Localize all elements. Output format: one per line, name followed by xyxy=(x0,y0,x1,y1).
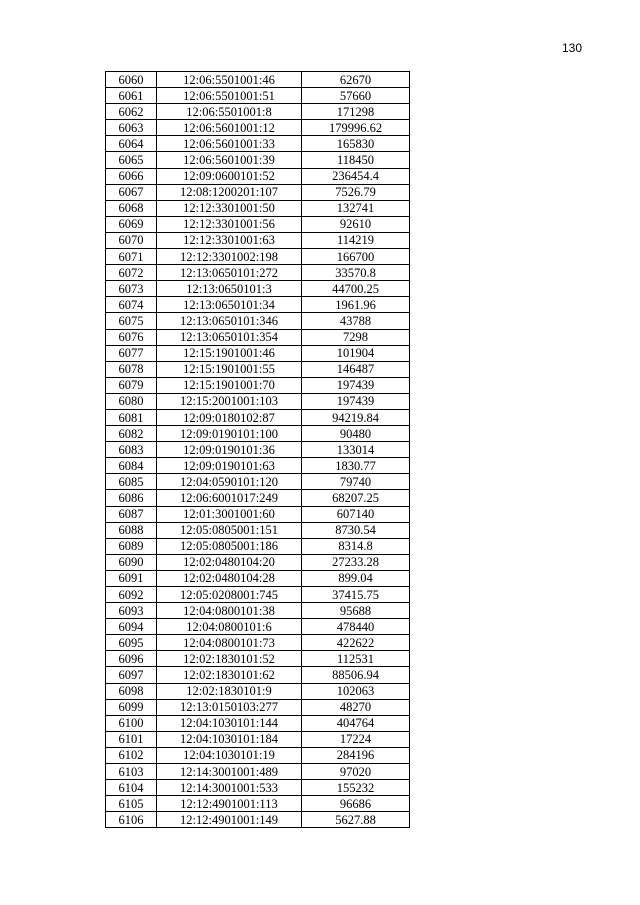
value-cell: 44700.25 xyxy=(302,281,410,297)
cadastral-number-cell: 12:02:0480104:28 xyxy=(157,570,302,586)
value-cell: 899.04 xyxy=(302,570,410,586)
row-number-cell: 6096 xyxy=(106,651,157,667)
table-row xyxy=(106,474,410,490)
cadastral-number-cell: 12:12:3301002:198 xyxy=(157,249,302,265)
table-row xyxy=(106,136,410,152)
table-row xyxy=(106,345,410,361)
table-row xyxy=(106,216,410,232)
value-cell: 404764 xyxy=(302,715,410,731)
table-row xyxy=(106,458,410,474)
table-row xyxy=(106,603,410,619)
value-cell: 102063 xyxy=(302,683,410,699)
row-number-cell: 6075 xyxy=(106,313,157,329)
value-cell: 171298 xyxy=(302,104,410,120)
row-number-cell: 6092 xyxy=(106,587,157,603)
table-row xyxy=(106,184,410,200)
table-row xyxy=(106,200,410,216)
cadastral-number-cell: 12:02:1830101:9 xyxy=(157,683,302,699)
value-cell: 68207.25 xyxy=(302,490,410,506)
cadastral-number-cell: 12:09:0190101:36 xyxy=(157,442,302,458)
row-number-cell: 6104 xyxy=(106,780,157,796)
cadastral-number-cell: 12:09:0180102:87 xyxy=(157,409,302,425)
cadastral-number-cell: 12:04:1030101:184 xyxy=(157,731,302,747)
row-number-cell: 6090 xyxy=(106,554,157,570)
row-number-cell: 6064 xyxy=(106,136,157,152)
table-row xyxy=(106,796,410,812)
table-row xyxy=(106,72,410,88)
row-number-cell: 6089 xyxy=(106,538,157,554)
table-row xyxy=(106,490,410,506)
table-row xyxy=(106,393,410,409)
cadastral-number-cell: 12:02:1830101:62 xyxy=(157,667,302,683)
table-row xyxy=(106,764,410,780)
table-row xyxy=(106,667,410,683)
cadastral-number-cell: 12:06:5601001:12 xyxy=(157,120,302,136)
row-number-cell: 6081 xyxy=(106,409,157,425)
cadastral-number-cell: 12:05:0805001:151 xyxy=(157,522,302,538)
table-row xyxy=(106,554,410,570)
value-cell: 27233.28 xyxy=(302,554,410,570)
row-number-cell: 6095 xyxy=(106,635,157,651)
row-number-cell: 6070 xyxy=(106,232,157,248)
value-cell: 17224 xyxy=(302,731,410,747)
value-cell: 7298 xyxy=(302,329,410,345)
value-cell: 94219.84 xyxy=(302,409,410,425)
table-row xyxy=(106,747,410,763)
value-cell: 155232 xyxy=(302,780,410,796)
table-row xyxy=(106,426,410,442)
value-cell: 57660 xyxy=(302,88,410,104)
value-cell: 43788 xyxy=(302,313,410,329)
value-cell: 166700 xyxy=(302,249,410,265)
value-cell: 62670 xyxy=(302,72,410,88)
table-row xyxy=(106,812,410,828)
value-cell: 101904 xyxy=(302,345,410,361)
value-cell: 1961.96 xyxy=(302,297,410,313)
cadastral-number-cell: 12:12:3301001:63 xyxy=(157,232,302,248)
table-row xyxy=(106,265,410,281)
value-cell: 118450 xyxy=(302,152,410,168)
table-row xyxy=(106,297,410,313)
value-cell: 7526.79 xyxy=(302,184,410,200)
table-row xyxy=(106,522,410,538)
table-row xyxy=(106,651,410,667)
row-number-cell: 6093 xyxy=(106,603,157,619)
table-row xyxy=(106,120,410,136)
value-cell: 97020 xyxy=(302,764,410,780)
row-number-cell: 6068 xyxy=(106,200,157,216)
row-number-cell: 6088 xyxy=(106,522,157,538)
cadastral-number-cell: 12:09:0190101:63 xyxy=(157,458,302,474)
row-number-cell: 6067 xyxy=(106,184,157,200)
cadastral-number-cell: 12:06:5501001:46 xyxy=(157,72,302,88)
row-number-cell: 6082 xyxy=(106,426,157,442)
cadastral-number-cell: 12:04:1030101:144 xyxy=(157,715,302,731)
value-cell: 179996.62 xyxy=(302,120,410,136)
value-cell: 92610 xyxy=(302,216,410,232)
value-cell: 132741 xyxy=(302,200,410,216)
value-cell: 88506.94 xyxy=(302,667,410,683)
row-number-cell: 6077 xyxy=(106,345,157,361)
table-row xyxy=(106,232,410,248)
cadastral-number-cell: 12:02:1830101:52 xyxy=(157,651,302,667)
row-number-cell: 6103 xyxy=(106,764,157,780)
cadastral-number-cell: 12:13:0650101:272 xyxy=(157,265,302,281)
row-number-cell: 6106 xyxy=(106,812,157,828)
row-number-cell: 6101 xyxy=(106,731,157,747)
row-number-cell: 6102 xyxy=(106,747,157,763)
cadastral-number-cell: 12:05:0208001:745 xyxy=(157,587,302,603)
value-cell: 236454.4 xyxy=(302,168,410,184)
row-number-cell: 6085 xyxy=(106,474,157,490)
table-row xyxy=(106,168,410,184)
value-cell: 165830 xyxy=(302,136,410,152)
cadastral-number-cell: 12:14:3001001:489 xyxy=(157,764,302,780)
row-number-cell: 6060 xyxy=(106,72,157,88)
cadastral-number-cell: 12:14:3001001:533 xyxy=(157,780,302,796)
row-number-cell: 6066 xyxy=(106,168,157,184)
value-cell: 114219 xyxy=(302,232,410,248)
row-number-cell: 6105 xyxy=(106,796,157,812)
row-number-cell: 6061 xyxy=(106,88,157,104)
cadastral-number-cell: 12:12:3301001:50 xyxy=(157,200,302,216)
value-cell: 284196 xyxy=(302,747,410,763)
cadastral-number-cell: 12:04:0590101:120 xyxy=(157,474,302,490)
cadastral-number-cell: 12:15:1901001:46 xyxy=(157,345,302,361)
table-row xyxy=(106,635,410,651)
table-row xyxy=(106,442,410,458)
cadastral-number-cell: 12:04:0800101:6 xyxy=(157,619,302,635)
table-row xyxy=(106,506,410,522)
value-cell: 8314.8 xyxy=(302,538,410,554)
row-number-cell: 6072 xyxy=(106,265,157,281)
table-row xyxy=(106,104,410,120)
table-row xyxy=(106,699,410,715)
row-number-cell: 6098 xyxy=(106,683,157,699)
row-number-cell: 6083 xyxy=(106,442,157,458)
value-cell: 48270 xyxy=(302,699,410,715)
value-cell: 133014 xyxy=(302,442,410,458)
cadastral-number-cell: 12:02:0480104:20 xyxy=(157,554,302,570)
row-number-cell: 6086 xyxy=(106,490,157,506)
row-number-cell: 6084 xyxy=(106,458,157,474)
value-cell: 5627.88 xyxy=(302,812,410,828)
row-number-cell: 6097 xyxy=(106,667,157,683)
value-cell: 478440 xyxy=(302,619,410,635)
table-row xyxy=(106,88,410,104)
cadastral-number-cell: 12:12:4901001:113 xyxy=(157,796,302,812)
row-number-cell: 6071 xyxy=(106,249,157,265)
table-row xyxy=(106,152,410,168)
table-row xyxy=(106,570,410,586)
value-cell: 422622 xyxy=(302,635,410,651)
value-cell: 33570.8 xyxy=(302,265,410,281)
row-number-cell: 6076 xyxy=(106,329,157,345)
value-cell: 96686 xyxy=(302,796,410,812)
table-row xyxy=(106,683,410,699)
value-cell: 79740 xyxy=(302,474,410,490)
cadastral-number-cell: 12:09:0190101:100 xyxy=(157,426,302,442)
cadastral-number-cell: 12:15:1901001:70 xyxy=(157,377,302,393)
table-row xyxy=(106,249,410,265)
table-row xyxy=(106,313,410,329)
cadastral-number-cell: 12:15:2001001:103 xyxy=(157,393,302,409)
row-number-cell: 6100 xyxy=(106,715,157,731)
table-row xyxy=(106,409,410,425)
value-cell: 607140 xyxy=(302,506,410,522)
row-number-cell: 6087 xyxy=(106,506,157,522)
row-number-cell: 6065 xyxy=(106,152,157,168)
cadastral-number-cell: 12:13:0650101:346 xyxy=(157,313,302,329)
cadastral-number-cell: 12:08:1200201:107 xyxy=(157,184,302,200)
cadastral-number-cell: 12:09:0600101:52 xyxy=(157,168,302,184)
table-row xyxy=(106,361,410,377)
cadastral-number-cell: 12:13:0650101:3 xyxy=(157,281,302,297)
cadastral-number-cell: 12:12:3301001:56 xyxy=(157,216,302,232)
cadastral-number-cell: 12:06:5601001:39 xyxy=(157,152,302,168)
cadastral-number-cell: 12:04:1030101:19 xyxy=(157,747,302,763)
row-number-cell: 6079 xyxy=(106,377,157,393)
value-cell: 37415.75 xyxy=(302,587,410,603)
value-cell: 197439 xyxy=(302,393,410,409)
row-number-cell: 6062 xyxy=(106,104,157,120)
table-row xyxy=(106,715,410,731)
cadastral-number-cell: 12:06:5601001:33 xyxy=(157,136,302,152)
table-row xyxy=(106,587,410,603)
cadastral-number-cell: 12:06:5501001:8 xyxy=(157,104,302,120)
page-number: 130 xyxy=(561,41,582,55)
value-cell: 95688 xyxy=(302,603,410,619)
cadastral-number-cell: 12:06:5501001:51 xyxy=(157,88,302,104)
table-body xyxy=(106,72,410,828)
table-row xyxy=(106,281,410,297)
row-number-cell: 6073 xyxy=(106,281,157,297)
table-row xyxy=(106,780,410,796)
row-number-cell: 6069 xyxy=(106,216,157,232)
table-row xyxy=(106,731,410,747)
cadastral-number-cell: 12:05:0805001:186 xyxy=(157,538,302,554)
cadastral-number-cell: 12:13:0650101:34 xyxy=(157,297,302,313)
cadastral-number-cell: 12:15:1901001:55 xyxy=(157,361,302,377)
table-row xyxy=(106,329,410,345)
row-number-cell: 6099 xyxy=(106,699,157,715)
cadastral-number-cell: 12:12:4901001:149 xyxy=(157,812,302,828)
value-cell: 1830.77 xyxy=(302,458,410,474)
cadastral-number-cell: 12:13:0150103:277 xyxy=(157,699,302,715)
value-cell: 112531 xyxy=(302,651,410,667)
data-table xyxy=(105,71,410,828)
value-cell: 146487 xyxy=(302,361,410,377)
value-cell: 197439 xyxy=(302,377,410,393)
row-number-cell: 6074 xyxy=(106,297,157,313)
table-row xyxy=(106,377,410,393)
value-cell: 90480 xyxy=(302,426,410,442)
row-number-cell: 6063 xyxy=(106,120,157,136)
cadastral-number-cell: 12:06:6001017:249 xyxy=(157,490,302,506)
row-number-cell: 6091 xyxy=(106,570,157,586)
row-number-cell: 6094 xyxy=(106,619,157,635)
cadastral-number-cell: 12:13:0650101:354 xyxy=(157,329,302,345)
table-row xyxy=(106,619,410,635)
value-cell: 8730.54 xyxy=(302,522,410,538)
row-number-cell: 6078 xyxy=(106,361,157,377)
cadastral-number-cell: 12:04:0800101:38 xyxy=(157,603,302,619)
row-number-cell: 6080 xyxy=(106,393,157,409)
table-row xyxy=(106,538,410,554)
cadastral-number-cell: 12:04:0800101:73 xyxy=(157,635,302,651)
cadastral-number-cell: 12:01:3001001:60 xyxy=(157,506,302,522)
